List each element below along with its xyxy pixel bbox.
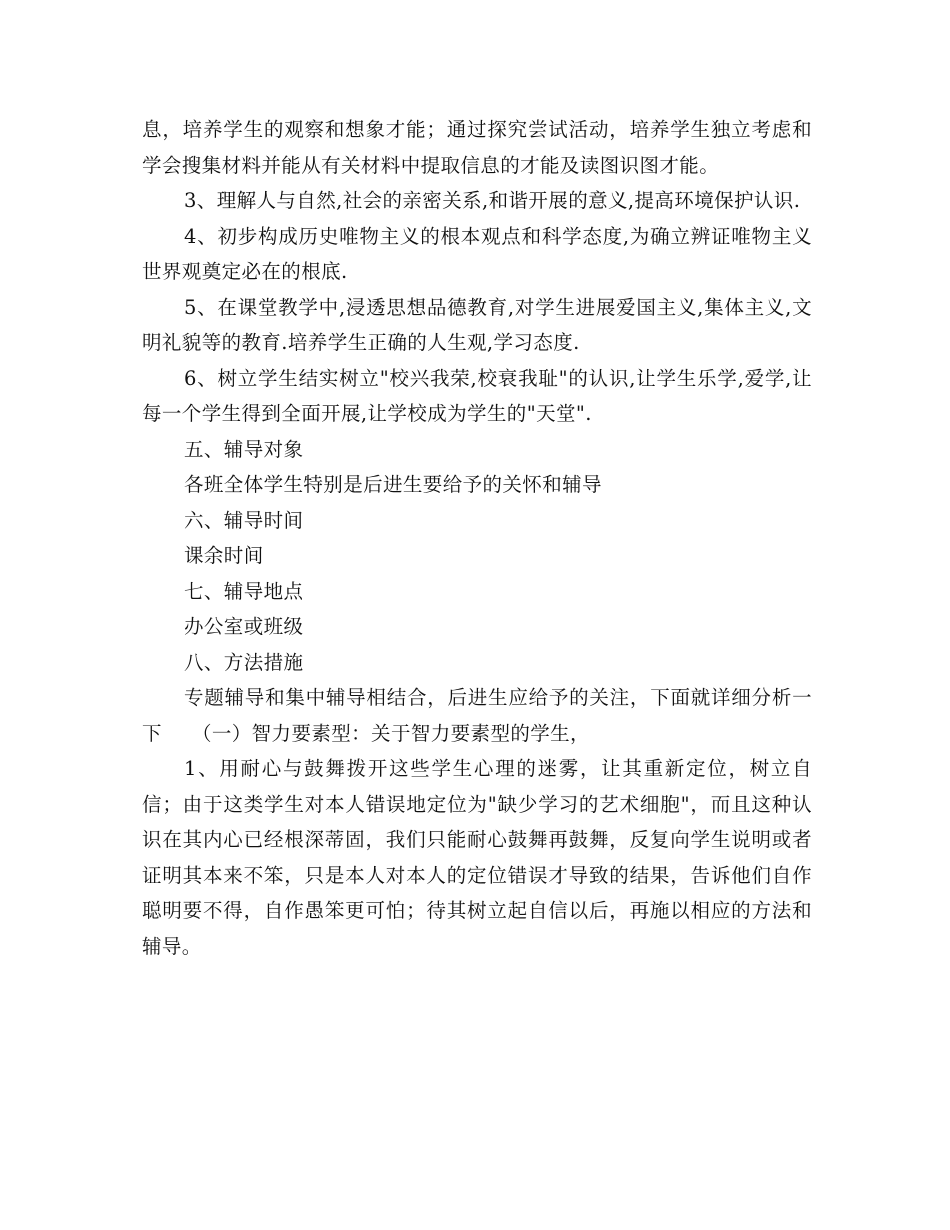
document-body xyxy=(142,112,812,964)
paragraph-goal-4: 4、初步构成历史唯物主义的根本观点和科学态度,为确立辨证唯物主义世界观奠定必在的根底. xyxy=(142,224,812,283)
paragraph-method-1: 1、用耐心与鼓舞拨开这些学生心理的迷雾，让其重新定位，树立自信；由于这类学生对本人错误地定位为"缺少学习的艺术细胞"，而且这种认识在其内心已经根深蒂固，我们只能耐心鼓舞再鼓舞，反复向学生说明或者证明其本来不笨，只是本人对本人的定位错误才导致的结果，告诉他们自作聪明要不得，自作愚笨更可怕；待其树立起自信以后，再施以相应的方法和辅导。 xyxy=(142,757,812,958)
paragraph-tutoring-target: 各班全体学生特别是后进生要给予的关怀和辅导 xyxy=(184,473,602,496)
paragraph-goal-6: 6、树立学生结实树立"校兴我荣,校衰我耻"的认识,让学生乐学,爱学,让每一个学生得到全面开展,让学校成为学生的"天堂". xyxy=(142,366,812,425)
heading-tutoring-location: 七、辅导地点 xyxy=(184,579,304,603)
heading-tutoring-target: 五、辅导对象 xyxy=(184,437,304,461)
paragraph-methods-intro: 专题辅导和集中辅导相结合，后进生应给予的关注，下面就详细分析一下 （一）智力要素型：关于智力要素型的学生， xyxy=(142,686,812,745)
paragraph-goal-3: 3、理解人与自然,社会的亲密关系,和谐开展的意义,提高环境保护认识. xyxy=(184,189,801,212)
paragraph-goal-5: 5、在课堂教学中,浸透思想品德教育,对学生进展爱国主义,集体主义,文明礼貌等的教育.培养学生正确的人生观,学习态度. xyxy=(142,295,812,354)
paragraph-continuation: 息，培养学生的观察和想象才能；通过探究尝试活动，培养学生独立考虑和学会搜集材料并能从有关材料中提取信息的才能及读图识图才能。 xyxy=(142,118,812,177)
paragraph-tutoring-location: 办公室或班级 xyxy=(184,615,304,638)
heading-tutoring-time: 六、辅导时间 xyxy=(184,508,304,532)
heading-methods: 八、方法措施 xyxy=(184,650,304,674)
paragraph-tutoring-time: 课余时间 xyxy=(184,544,264,567)
